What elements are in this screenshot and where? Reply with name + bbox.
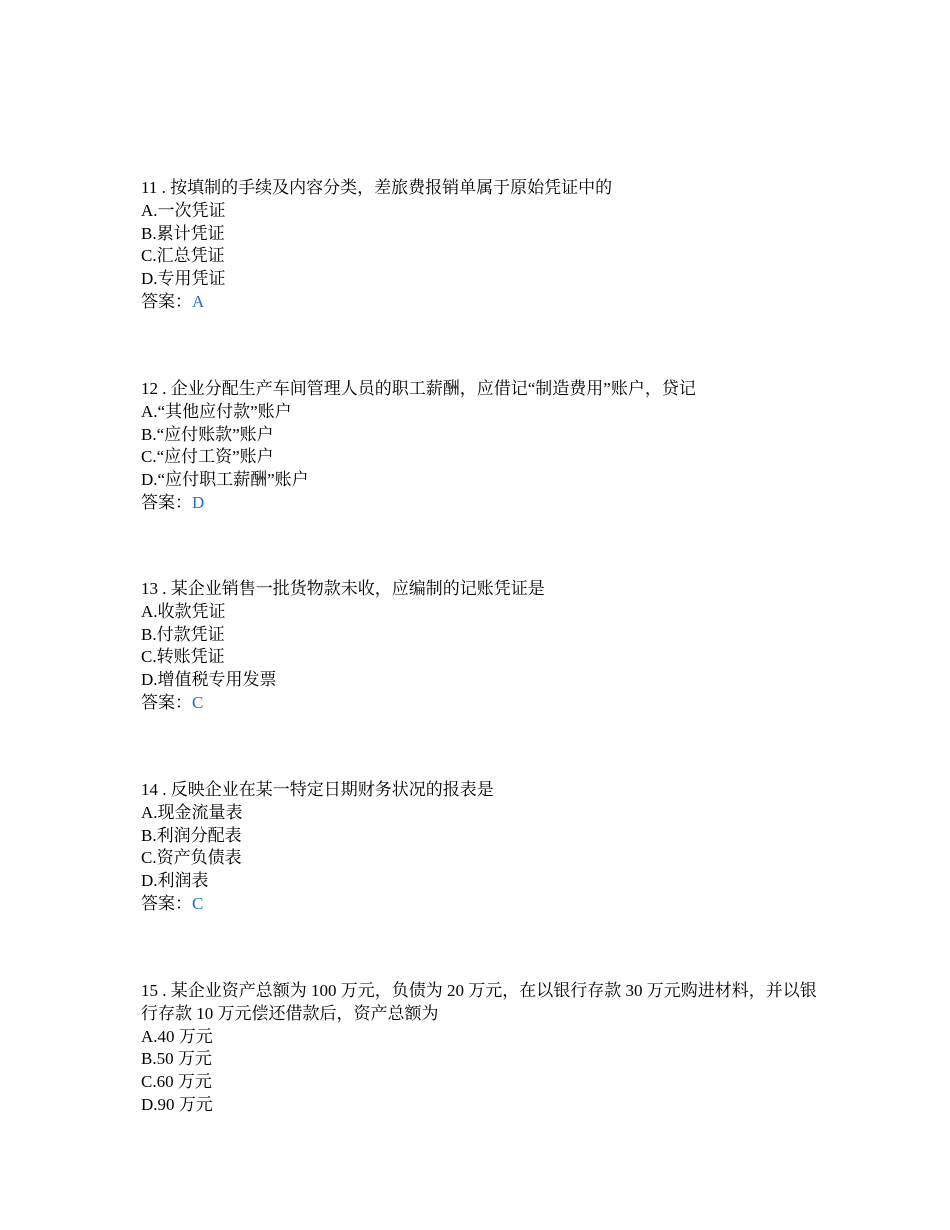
option-d: D.利润表	[141, 871, 209, 891]
option-b: B.50 万元	[141, 1049, 212, 1069]
option-c: C.资产负债表	[141, 848, 242, 868]
question-number: 15	[141, 981, 158, 1000]
answer-value: C	[192, 893, 204, 913]
answer-value: D	[192, 492, 205, 512]
answer-value: C	[192, 692, 204, 712]
option-d: D.专用凭证	[141, 269, 226, 289]
question-number: 14	[141, 780, 158, 799]
option-a: A.收款凭证	[141, 601, 226, 621]
option-a: A.40 万元	[141, 1026, 213, 1046]
question-number: 13	[141, 579, 158, 598]
question-stem: 12 . 企业分配生产车间管理人员的职工薪酬，应借记“制造费用”账户，贷记	[141, 379, 696, 398]
option-a: A.“其他应付款”账户	[141, 401, 292, 421]
answer-label: 答案：	[141, 291, 192, 311]
question-stem: 15 . 某企业资产总额为 100 万元，负债为 20 万元，在以银行存款 30 万元购进材料，并以银行存款 10 万元偿还借款后，资产总额为	[141, 981, 817, 1023]
question-text: 某企业销售一批货物款未收，应编制的记账凭证是	[170, 579, 545, 598]
option-c: C.转账凭证	[141, 647, 225, 667]
option-a: A.现金流量表	[141, 802, 243, 822]
option-d: D.“应付职工薪酬”账户	[141, 470, 309, 490]
answer-row	[141, 893, 821, 916]
question-11	[141, 177, 821, 314]
question-stem: 14 . 反映企业在某一特定日期财务状况的报表是	[141, 780, 494, 799]
question-number: 12	[141, 379, 158, 398]
answer-label: 答案：	[141, 893, 192, 913]
option-a: A.一次凭证	[141, 200, 226, 220]
option-b: B.利润分配表	[141, 825, 242, 845]
answer-row	[141, 291, 821, 314]
question-stem: 11 . 按填制的手续及内容分类，差旅费报销单属于原始凭证中的	[141, 178, 613, 197]
question-13	[141, 578, 821, 715]
question-text: 按填制的手续及内容分类，差旅费报销单属于原始凭证中的	[170, 178, 613, 197]
option-b: B.累计凭证	[141, 223, 225, 243]
answer-label: 答案：	[141, 692, 192, 712]
option-c: C.60 万元	[141, 1072, 212, 1092]
option-b: B.付款凭证	[141, 624, 225, 644]
option-c: C.汇总凭证	[141, 246, 225, 266]
question-stem: 13 . 某企业销售一批货物款未收，应编制的记账凭证是	[141, 579, 545, 598]
question-text: 某企业资产总额为 100 万元，负债为 20 万元，在以银行存款 30 万元购进材料，并以银行存款 10 万元偿还借款后，资产总额为	[141, 981, 817, 1023]
question-text: 企业分配生产车间管理人员的职工薪酬，应借记“制造费用”账户，贷记	[170, 379, 696, 398]
option-b: B.“应付账款”账户	[141, 424, 274, 444]
question-14	[141, 779, 821, 916]
question-12	[141, 378, 821, 515]
question-text: 反映企业在某一特定日期财务状况的报表是	[170, 780, 494, 799]
question-number: 11	[141, 178, 158, 197]
option-d: D.增值税专用发票	[141, 670, 277, 690]
answer-label: 答案：	[141, 492, 192, 512]
question-15	[141, 980, 821, 1117]
answer-row	[141, 492, 821, 515]
option-c: C.“应付工资”账户	[141, 447, 274, 467]
answer-row	[141, 692, 821, 715]
answer-value: A	[192, 291, 205, 311]
option-d: D.90 万元	[141, 1094, 213, 1114]
